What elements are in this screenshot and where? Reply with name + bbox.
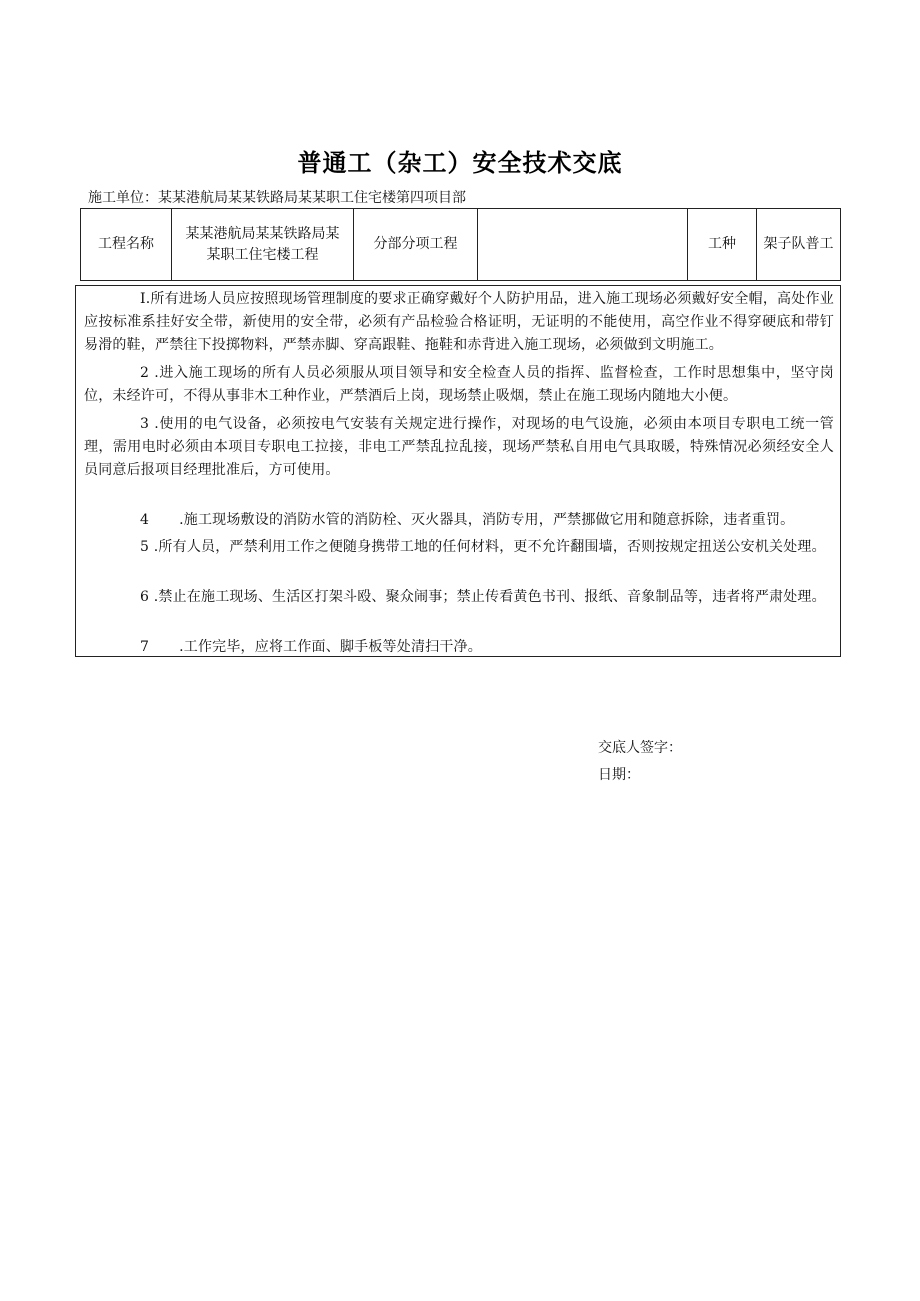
safety-item-6 (84, 586, 834, 609)
item-text: .工作完毕，应将工作面、脚手板等处清扫干净。 (179, 639, 482, 655)
item-text: .进入施工现场的所有人员必须服从项目领导和安全检查人员的指挥、监督检查，工作时思想集中，坚守岗位，未经许可，不得从事非木工种作业，严禁酒后上岗，现场禁止吸烟，禁止在施工现场内随地大小便。 (84, 365, 834, 404)
safety-item-7 (84, 636, 834, 659)
trade-value: 架子队普工 (757, 209, 841, 281)
item-number: 7 (140, 639, 150, 655)
project-name-value (172, 209, 354, 281)
signer-label: 交底人签字： (598, 740, 682, 756)
date-label: 日期： (598, 767, 640, 783)
sub-project-label: 分部分项工程 (354, 209, 478, 281)
safety-item-5 (84, 536, 834, 559)
sub-project-value (478, 209, 688, 281)
trade-label: 工种 (688, 209, 757, 281)
item-number: I. (140, 291, 151, 307)
safety-item-1 (84, 288, 834, 357)
project-name-line2: 某职工住宅楼工程 (206, 246, 319, 263)
document-title: 普通工（杂工）安全技术交底 (297, 149, 623, 177)
project-name-label: 工程名称 (81, 209, 172, 281)
safety-item-2 (84, 362, 834, 408)
item-text: .所有人员，严禁利用工作之便随身携带工地的任何材料，更不允许翻围墙，否则按规定扭送公安机关处理。 (153, 539, 826, 555)
item-number: 5 (140, 539, 150, 555)
project-info-table (80, 208, 841, 281)
item-number: 3 (140, 416, 150, 432)
item-text: .禁止在施工现场、生活区打架斗殴、聚众闹事；禁止传看黄色书刊、报纸、音象制品等，违者将严肃处理。 (153, 589, 826, 605)
item-text: 所有进场人员应按照现场管理制度的要求正确穿戴好个人防护用品，进入施工现场必须戴好安全帽，高处作业应按标准系挂好安全带，新使用的安全带，必须有产品检验合格证明，无证明的不能使用，高空作业不得穿硬底和带钉易滑的鞋，严禁往下投掷物料，严禁赤脚、穿高跟鞋、拖鞋和赤背进入施工现场，必须做到文明施工。 (84, 291, 834, 353)
safety-item-3 (84, 413, 834, 482)
construction-unit: 施工单位：某某港航局某某铁路局某某职工住宅楼第四项目部 (88, 190, 466, 206)
item-text: .使用的电气设备，必须按电气安装有关规定进行操作，对现场的电气设施，必须由本项目专职电工统一管理，需用电时必须由本项目专职电工拉接，非电工严禁乱拉乱接，现场严禁私自用电气具取暖，特殊情况必须经安全人员同意后报项目经理批准后，方可使用。 (84, 416, 834, 478)
project-info-row (81, 209, 841, 281)
item-number: 2 (140, 365, 150, 381)
item-number: 6 (140, 589, 150, 605)
project-name-line1: 某某港航局某某铁路局某 (185, 225, 340, 242)
item-number: 4 (140, 512, 150, 528)
safety-item-4 (84, 509, 834, 532)
item-text: .施工现场敷设的消防水管的消防栓、灭火器具，消防专用，严禁挪做它用和随意拆除，违者重罚。 (179, 512, 795, 528)
safety-content-box (75, 285, 841, 657)
